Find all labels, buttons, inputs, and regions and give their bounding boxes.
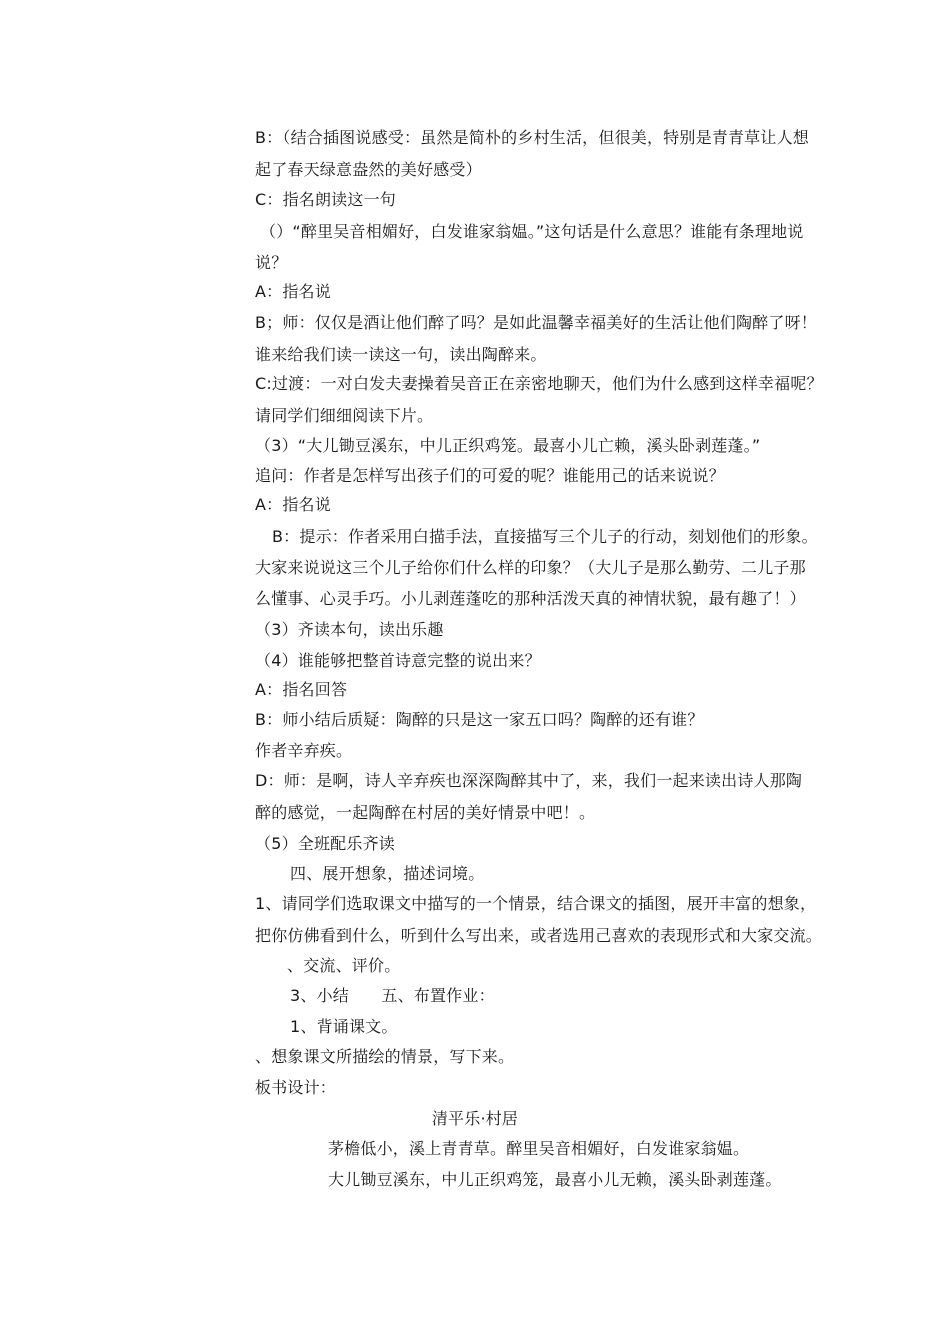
text-line: 谁来给我们读一读这一句，读出陶醉来。 (255, 345, 547, 364)
text-line: （3）齐读本句，读出乐趣 (255, 620, 444, 639)
text-line: C:过渡：一对白发夫妻操着吴音正在亲密地聊天，他们为什么感到这样幸福呢？ (255, 374, 823, 393)
text-line: （）“醉里吴音相媚好，白发谁家翁媪。”这句话是什么意思？谁能有条理地说 (260, 222, 804, 241)
text-line: D：师：是啊，诗人辛弃疾也深深陶醉其中了，来，我们一起来读出诗人那陶 (255, 771, 803, 790)
text-line: A：指名回答 (255, 680, 348, 699)
text-line: 醉的感觉，一起陶醉在村居的美好情景中吧！。 (255, 803, 596, 822)
text-line: 作者辛弃疾。 (255, 741, 353, 760)
text-line: （5）全班配乐齐读 (255, 834, 395, 853)
text-line: B：提示：作者采用白描手法，直接描写三个儿子的行动，刻划他们的形象。 (272, 527, 818, 546)
text-line: （4）谁能够把整首诗意完整的说出来？ (255, 651, 541, 670)
text-line: 大家来说说这三个儿子给你们什么样的印象？（大儿子是那么勤劳、二儿子那 (255, 558, 806, 577)
text-line: 说？ (255, 253, 288, 272)
poem-title: 清平乐·村居 (431, 1109, 519, 1128)
poem-line: 大儿锄豆溪东，中儿正织鸡笼，最喜小儿无赖，溪头卧剥莲蓬。 (328, 1170, 782, 1189)
text-line: 请同学们细细阅读下片。 (255, 406, 434, 425)
text-line: 1、请同学们选取课文中描写的一个情景，结合课文的插图，展开丰富的想象， (255, 894, 817, 913)
poem-line: 茅檐低小，溪上青青草。醉里吴音相媚好，白发谁家翁媪。 (328, 1139, 750, 1158)
section-heading: 四、展开想象，描述词境。 (290, 864, 485, 883)
text-line: 起了春天绿意盎然的美好感受） (255, 160, 482, 179)
text-line: 么懂事、心灵手巧。小儿剥莲蓬吃的那种活泼天真的神情状貌，最有趣了！） (255, 589, 806, 608)
text-line: A：指名说 (255, 282, 331, 301)
text-line: B：师小结后质疑：陶醉的只是这一家五口吗？陶醉的还有谁？ (255, 710, 704, 729)
text-line: B；师：仅仅是酒让他们醉了吗？是如此温馨幸福美好的生活让他们陶醉了呀！ (255, 313, 817, 332)
text-line: A：指名说 (255, 495, 331, 514)
text-line: 把你仿佛看到什么，听到什么写出来，或者选用己喜欢的表现形式和大家交流。 (255, 926, 823, 945)
text-line: 3、小结 五、布置作业： (290, 986, 495, 1005)
text-line: 1、背诵课文。 (290, 1017, 398, 1036)
text-line: （3）“大儿锄豆溪东，中儿正织鸡笼。最喜小儿亡赖，溪头卧剥莲蓬。” (255, 436, 761, 455)
text-line: 、想象课文所描绘的情景，写下来。 (255, 1047, 515, 1066)
text-line: B：（结合插图说感受：虽然是简朴的乡村生活，但很美，特别是青青草让人想 (255, 128, 809, 147)
text-line: 追问：作者是怎样写出孩子们的可爱的呢？谁能用己的话来说说？ (255, 466, 725, 485)
text-line: C：指名朗读这一句 (255, 190, 396, 209)
text-line: 、交流、评价。 (287, 956, 401, 975)
text-line: 板书设计： (255, 1078, 337, 1097)
